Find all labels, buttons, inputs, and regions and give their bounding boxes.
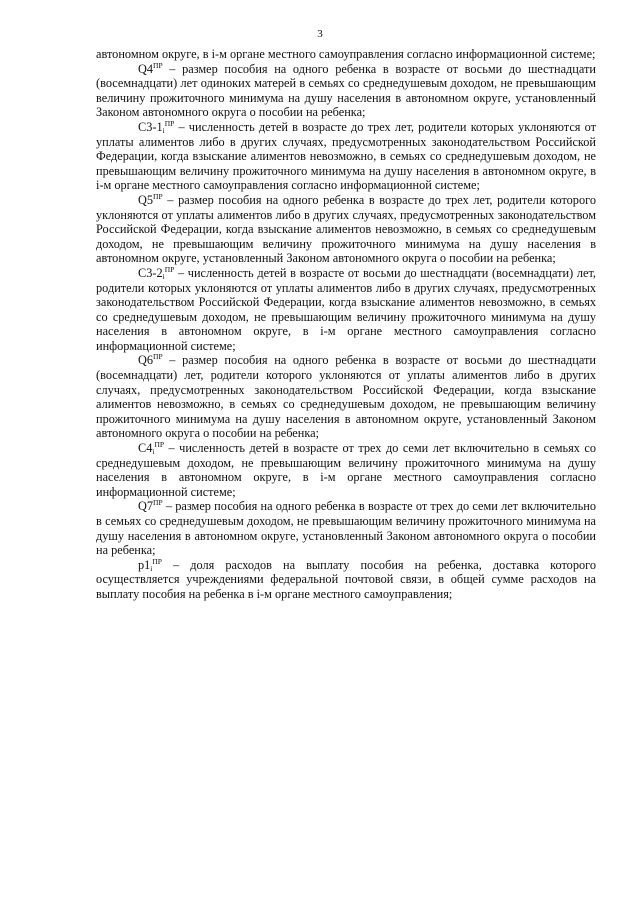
formula-term: $С3-1_i^{ПР}$ xyxy=(138,118,175,135)
formula-term: $р1_i^{ПР}$ xyxy=(138,556,162,573)
term-superscript: ПР xyxy=(153,191,163,201)
term-subscript: i xyxy=(162,125,165,135)
term-superscript: ПР xyxy=(153,498,163,508)
page-number: 3 xyxy=(317,28,323,40)
formula-term: $Q6^{ПР}$ xyxy=(138,352,163,368)
term-subscript: i xyxy=(150,563,153,573)
term-superscript: ПР xyxy=(164,264,175,274)
term-superscript: ПР xyxy=(153,352,163,362)
formula-term: $С4_i^{ПР}$ xyxy=(138,440,165,457)
definition-q6 xyxy=(96,353,596,441)
term-superscript: ПР xyxy=(152,556,162,566)
definition-text: – размер пособия на одного ребенка в возрасте от восьми до шестнадцати (восемнадцати) лет одиноких матерей в семьях со среднедушевым доходом, не превышающим величину прожиточного минимума на душу населения в автономном округе, установленный Законом автономного округа о пособии на ребенка; xyxy=(96,61,596,120)
definition-c3-1 xyxy=(96,120,596,193)
paragraph-text: автономном округе, в i-м органе местного самоуправления согласно информационной системе; xyxy=(96,47,596,61)
definition-p1 xyxy=(96,558,596,602)
definition-text: – размер пособия на одного ребенка в возрасте от трех до семи лет включительно в семьях со среднедушевым доходом, не превышающим величину прожиточного минимума на душу населения в автономном округе, установленный Законом автономного округа о пособии на ребенка; xyxy=(96,499,596,558)
definition-c3-2 xyxy=(96,266,596,354)
definition-c4 xyxy=(96,441,596,499)
formula-term: $Q4^{ПР}$ xyxy=(138,60,163,76)
definition-q4 xyxy=(96,62,596,120)
term-superscript: ПР xyxy=(154,440,165,450)
paragraph-continuation xyxy=(96,47,596,62)
formula-term: $Q7^{ПР}$ xyxy=(138,498,163,514)
term-subscript: i xyxy=(152,447,155,457)
definition-text: – численность детей в возрасте до трех лет, родители которых уклоняются от уплаты алиментов либо в других случаях, предусмотренных законодательством Российской Федерации, когда взыскание алиментов невозможно, в семьях со среднедушевым доходом, не превышающим величину прожиточного минимума на душу населения в автономном округе, в i-м органе местного самоуправления согласно информационной системе; xyxy=(96,119,596,193)
term-superscript: ПР xyxy=(164,118,175,128)
term-superscript: ПР xyxy=(153,60,163,70)
term-subscript: i xyxy=(162,271,165,281)
definition-q5 xyxy=(96,193,596,266)
formula-term: $С3-2_i^{ПР}$ xyxy=(138,264,175,281)
definition-text: – размер пособия на одного ребенка в возрасте от восьми до шестнадцати (восемнадцати) лет, родители которого уклоняются от уплаты алиментов либо в других случаях, предусмотренных законодательством Российской Федерации, когда взыскание алиментов невозможно, в семьях со среднедушевым доходом, не превышающим величину прожиточного минимума на душу населения в автономном округе, установленный Законом автономного округа о пособии на ребенка; xyxy=(96,353,596,441)
definition-q7 xyxy=(96,499,596,557)
definition-text: – размер пособия на одного ребенка в возрасте до трех лет, родители которого уклоняются от уплаты алиментов либо в других случаях, предусмотренных законодательством Российской Федерации, когда взыскание алиментов невозможно, в семьях со среднедушевым доходом, не превышающим величину прожиточного минимума на душу населения в автономном округе, установленный Законом автономного округа о пособии на ребенка; xyxy=(96,192,596,266)
definition-text: – доля расходов на выплату пособия на ребенка, доставка которого осуществляется учреждениями федеральной почтовой связи, в общей сумме расходов на выплату пособия на ребенка в i-м органе местного самоуправления; xyxy=(96,557,596,601)
document-body xyxy=(96,47,596,602)
definition-text: – численность детей в возрасте от трех до семи лет включительно в семьях со среднедушевым доходом, не превышающим величину прожиточного минимума на душу населения в автономном округе, в i-м органе местного самоуправления согласно информационной системе; xyxy=(96,441,596,499)
formula-term: $Q5^{ПР}$ xyxy=(138,191,163,207)
definition-text: – численность детей в возрасте от восьми до шестнадцати (восемнадцати) лет, родители которых уклоняются от уплаты алиментов либо в других случаях, предусмотренных законодательством Российской Федерации, когда взыскание алиментов невозможно, в семьях со среднедушевым доходом, не превышающим величину прожиточного минимума на душу населения в автономном округе, в i-м органе местного самоуправления согласно информационной системе; xyxy=(96,265,596,353)
